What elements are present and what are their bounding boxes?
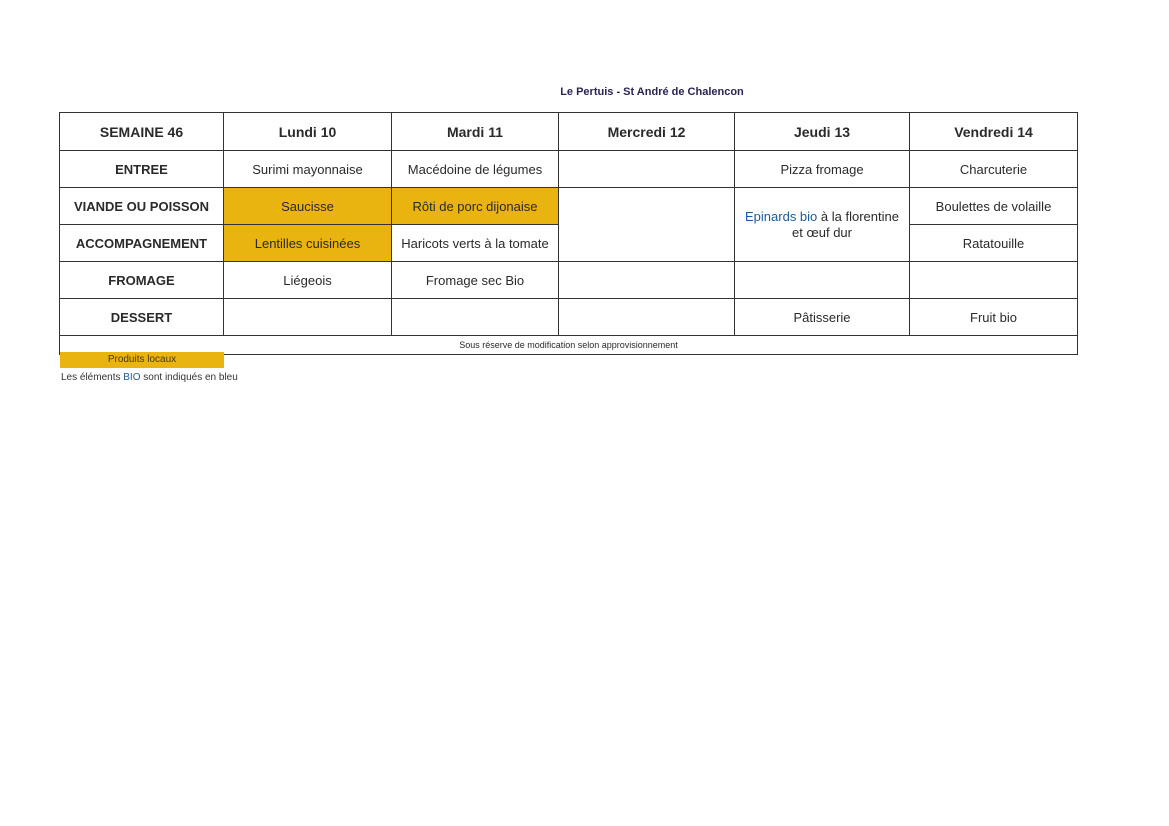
cell-entree-jeudi: Pizza fromage: [735, 151, 910, 188]
cell-viande-lundi: Saucisse: [224, 188, 392, 225]
legend-bio-prefix: Les éléments: [61, 372, 124, 383]
legend-bio-word: BIO: [123, 372, 141, 383]
row-entree: [60, 151, 1078, 188]
legend-bio-suffix: sont indiqués en bleu: [140, 372, 238, 383]
cell-entree-mercredi: [559, 151, 735, 188]
day-header-jeudi: Jeudi 13: [735, 113, 910, 151]
day-header-lundi: Lundi 10: [224, 113, 392, 151]
day-header-mardi: Mardi 11: [392, 113, 559, 151]
jeudi-rest-line1: à la florentine: [817, 208, 899, 224]
cell-entree-lundi: Surimi mayonnaise: [224, 151, 392, 188]
cell-accompagnement-lundi: Lentilles cuisinées: [224, 225, 392, 262]
cell-fromage-mercredi: [559, 262, 735, 299]
cell-dessert-jeudi: Pâtisserie: [735, 299, 910, 336]
supply-note: Sous réserve de modification selon approvisionnement: [60, 336, 1078, 355]
row-dessert: [60, 299, 1078, 336]
row-viande: [60, 188, 1078, 225]
cell-viande-mardi: Rôti de porc dijonaise: [392, 188, 559, 225]
cell-entree-mardi: Macédoine de légumes: [392, 151, 559, 188]
cell-fromage-vendredi: [910, 262, 1078, 299]
cell-fromage-lundi: Liégeois: [224, 262, 392, 299]
cell-plat-jeudi: [735, 188, 910, 262]
row-label-accompagnement: ACCOMPAGNEMENT: [60, 225, 224, 262]
page-title: Le Pertuis - St André de Chalencon: [560, 86, 744, 98]
cell-entree-vendredi: Charcuterie: [910, 151, 1078, 188]
row-label-fromage: FROMAGE: [60, 262, 224, 299]
day-header-vendredi: Vendredi 14: [910, 113, 1078, 151]
jeudi-line2: et œuf dur: [792, 224, 852, 240]
cell-fromage-mardi: Fromage sec Bio: [392, 262, 559, 299]
cell-plat-mercredi: [559, 188, 735, 262]
row-label-dessert: DESSERT: [60, 299, 224, 336]
week-label: SEMAINE 46: [60, 113, 224, 151]
jeudi-bio-text: Epinards bio: [745, 208, 818, 224]
cell-dessert-mercredi: [559, 299, 735, 336]
header-row: [60, 113, 1078, 151]
legend-bio: [61, 372, 238, 383]
cell-accompagnement-vendredi: Ratatouille: [910, 225, 1078, 262]
cell-dessert-lundi: [224, 299, 392, 336]
cell-fromage-jeudi: [735, 262, 910, 299]
row-fromage: [60, 262, 1078, 299]
row-label-viande: VIANDE OU POISSON: [60, 188, 224, 225]
cell-viande-vendredi: Boulettes de volaille: [910, 188, 1078, 225]
cell-dessert-vendredi: Fruit bio: [910, 299, 1078, 336]
day-header-mercredi: Mercredi 12: [559, 113, 735, 151]
menu-table: [59, 112, 1078, 355]
row-label-entree: ENTREE: [60, 151, 224, 188]
cell-accompagnement-mardi: Haricots verts à la tomate: [392, 225, 559, 262]
legend-local-products: Produits locaux: [60, 352, 224, 368]
cell-dessert-mardi: [392, 299, 559, 336]
